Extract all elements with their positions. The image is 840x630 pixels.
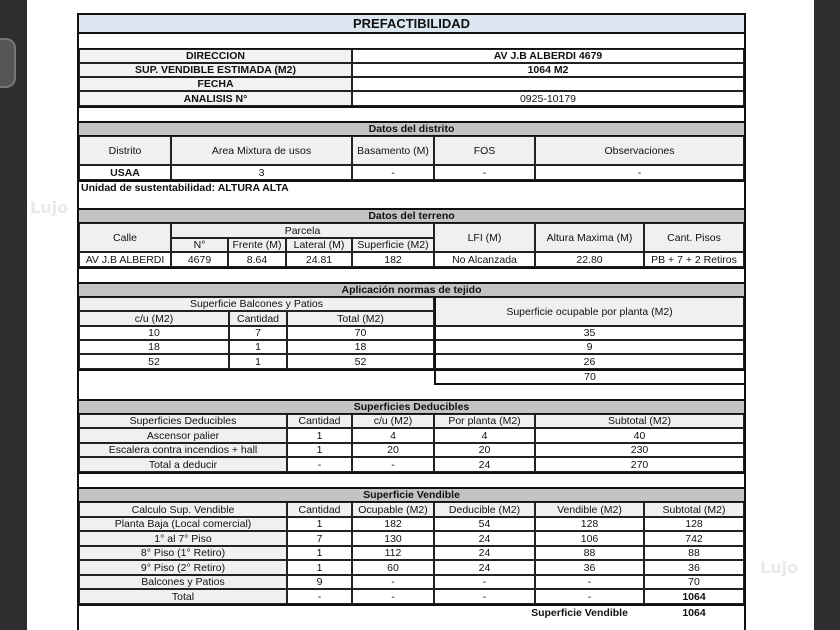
tejido-row-cu: 10 <box>79 326 229 340</box>
sup-vendible-value: 1064 M2 <box>352 63 744 77</box>
parcela-col-lateral: Lateral (M) <box>286 238 352 252</box>
vendible-row-ocupable: 60 <box>352 560 434 575</box>
deducibles-row-subtotal: 230 <box>535 443 744 457</box>
tejido-row-total: 70 <box>287 326 434 340</box>
unidad-sustentabilidad-note: Unidad de sustentabilidad: ALTURA ALTA <box>81 182 289 194</box>
vendible-row-calculo: Total <box>79 589 287 604</box>
sheet-title: PREFACTIBILIDAD <box>79 15 744 34</box>
distrito-col-area: Area Mixtura de usos <box>171 136 352 165</box>
terreno-altura-value: 22.80 <box>535 252 644 267</box>
vendible-row-subtotal: 128 <box>644 517 744 531</box>
vendible-col-cantidad: Cantidad <box>287 502 352 517</box>
vendible-row-calculo: 9° Piso (2° Retiro) <box>79 560 287 575</box>
vendible-row-deducible: 24 <box>434 531 535 546</box>
deducibles-row-cu: 20 <box>352 443 434 457</box>
deducibles-row-concepto: Total a deducir <box>79 457 287 472</box>
vendible-row-vendible: 36 <box>535 560 644 575</box>
deducibles-row-cantidad: 1 <box>287 443 352 457</box>
deducibles-row-por-planta: 24 <box>434 457 535 472</box>
deducibles-col-concepto: Superficies Deducibles <box>79 414 287 428</box>
vendible-row-deducible: 24 <box>434 546 535 560</box>
brand-logo-icon <box>0 38 16 88</box>
vendible-row-ocupable: - <box>352 589 434 604</box>
vendible-row-deducible: 54 <box>434 517 535 531</box>
analisis-value: 0925-10179 <box>352 91 744 106</box>
vendible-row-calculo: 1° al 7° Piso <box>79 531 287 546</box>
deducibles-row-concepto: Ascensor palier <box>79 428 287 443</box>
vendible-row-vendible: - <box>535 575 644 589</box>
vendible-col-deducible: Deducible (M2) <box>434 502 535 517</box>
vendible-row-ocupable: 182 <box>352 517 434 531</box>
vendible-row-ocupable: 112 <box>352 546 434 560</box>
terreno-superficie-value: 182 <box>352 252 434 267</box>
deducibles-row-por-planta: 20 <box>434 443 535 457</box>
watermark-logo-top: Lujo <box>30 198 69 217</box>
deducibles-row-concepto: Escalera contra incendios + hall <box>79 443 287 457</box>
deducibles-col-cantidad: Cantidad <box>287 414 352 428</box>
vendible-row-vendible: - <box>535 589 644 604</box>
vendible-summary-value: 1064 <box>682 607 706 619</box>
vendible-row-cantidad: 1 <box>287 546 352 560</box>
parcela-col-numero: N° <box>171 238 228 252</box>
tejido-row-cu: 18 <box>79 340 229 354</box>
deducibles-row-subtotal: 40 <box>535 428 744 443</box>
vendible-row-cantidad: 1 <box>287 560 352 575</box>
deducibles-row-cantidad: 1 <box>287 428 352 443</box>
vendible-row-vendible: 88 <box>535 546 644 560</box>
tejido-row-cantidad: 1 <box>229 340 287 354</box>
ocupable-header: Superficie ocupable por planta (M2) <box>434 297 744 326</box>
vendible-row-deducible: - <box>434 589 535 604</box>
tejido-row-total: 52 <box>287 354 434 369</box>
terreno-numero-value: 4679 <box>171 252 228 267</box>
vendible-row-subtotal: 88 <box>644 546 744 560</box>
terreno-col-calle: Calle <box>79 223 171 252</box>
deducibles-row-subtotal: 270 <box>535 457 744 472</box>
vendible-row-subtotal: 742 <box>644 531 744 546</box>
vendible-row-calculo: Balcones y Patios <box>79 575 287 589</box>
fecha-value <box>352 77 744 91</box>
balcones-col-cu: c/u (M2) <box>79 311 229 326</box>
deducibles-row-cu: 4 <box>352 428 434 443</box>
vendible-col-calculo: Calculo Sup. Vendible <box>79 502 287 517</box>
parcela-col-superficie: Superficie (M2) <box>352 238 434 252</box>
distrito-col-basamento: Basamento (M) <box>352 136 434 165</box>
parcela-col-frente: Frente (M) <box>228 238 286 252</box>
terreno-col-lfi: LFI (M) <box>434 223 535 252</box>
analisis-label: ANALISIS N° <box>79 91 352 106</box>
fecha-label: FECHA <box>79 77 352 91</box>
observaciones-value: - <box>535 165 744 180</box>
deducibles-row-por-planta: 4 <box>434 428 535 443</box>
vendible-row-calculo: Planta Baja (Local comercial) <box>79 517 287 531</box>
tejido-row-ocupable: 26 <box>434 354 744 369</box>
tejido-row-ocupable: 35 <box>434 326 744 340</box>
section-terreno-title: Datos del terreno <box>79 208 744 223</box>
vendible-col-ocupable: Ocupable (M2) <box>352 502 434 517</box>
terreno-col-pisos: Cant. Pisos <box>644 223 744 252</box>
vendible-row-ocupable: - <box>352 575 434 589</box>
area-mixtura-value: 3 <box>171 165 352 180</box>
distrito-col-fos: FOS <box>434 136 535 165</box>
ocupable-total: 70 <box>434 369 744 385</box>
tejido-row-ocupable: 9 <box>434 340 744 354</box>
fos-value: - <box>434 165 535 180</box>
vendible-col-subtotal: Subtotal (M2) <box>644 502 744 517</box>
vendible-row-subtotal: 70 <box>644 575 744 589</box>
vendible-row-cantidad: 9 <box>287 575 352 589</box>
vendible-row-deducible: - <box>434 575 535 589</box>
direccion-value: AV J.B ALBERDI 4679 <box>352 49 744 63</box>
deducibles-col-por-planta: Por planta (M2) <box>434 414 535 428</box>
balcones-col-total: Total (M2) <box>287 311 434 326</box>
vendible-row-subtotal: 1064 <box>644 589 744 604</box>
terreno-calle-value: AV J.B ALBERDI <box>79 252 171 267</box>
distrito-col-distrito: Distrito <box>79 136 171 165</box>
distrito-col-observaciones: Observaciones <box>535 136 744 165</box>
vendible-row-vendible: 106 <box>535 531 644 546</box>
vendible-row-cantidad: 1 <box>287 517 352 531</box>
deducibles-row-cantidad: - <box>287 457 352 472</box>
direccion-label: DIRECCION <box>79 49 352 63</box>
vendible-row-cantidad: 7 <box>287 531 352 546</box>
balcones-col-cantidad: Cantidad <box>229 311 287 326</box>
tejido-row-cu: 52 <box>79 354 229 369</box>
vendible-col-vendible: Vendible (M2) <box>535 502 644 517</box>
terreno-frente-value: 8.64 <box>228 252 286 267</box>
terreno-pisos-value: PB + 7 + 2 Retiros <box>644 252 744 267</box>
section-distrito-title: Datos del distrito <box>79 121 744 136</box>
distrito-value: USAA <box>79 165 171 180</box>
section-deducibles-title: Superficies Deducibles <box>79 399 744 414</box>
tejido-row-total: 18 <box>287 340 434 354</box>
terreno-col-parcela: Parcela <box>171 223 434 238</box>
vendible-row-ocupable: 130 <box>352 531 434 546</box>
section-tejido-title: Aplicación normas de tejido <box>79 282 744 297</box>
vendible-row-vendible: 128 <box>535 517 644 531</box>
deducibles-col-cu: c/u (M2) <box>352 414 434 428</box>
deducibles-col-subtotal: Subtotal (M2) <box>535 414 744 428</box>
vendible-row-cantidad: - <box>287 589 352 604</box>
terreno-col-altura: Altura Maxima (M) <box>535 223 644 252</box>
vendible-row-deducible: 24 <box>434 560 535 575</box>
prefactibilidad-sheet <box>77 13 746 630</box>
sup-vendible-label: SUP. VENDIBLE ESTIMADA (M2) <box>79 63 352 77</box>
tejido-row-cantidad: 1 <box>229 354 287 369</box>
vendible-summary-label: Superficie Vendible <box>531 607 628 619</box>
section-vendible-title: Superficie Vendible <box>79 487 744 502</box>
vendible-row-calculo: 8° Piso (1° Retiro) <box>79 546 287 560</box>
deducibles-row-cu: - <box>352 457 434 472</box>
tejido-row-cantidad: 7 <box>229 326 287 340</box>
terreno-lfi-value: No Alcanzada <box>434 252 535 267</box>
basamento-value: - <box>352 165 434 180</box>
watermark-logo-bottom: Lujo <box>760 558 799 577</box>
balcones-header: Superficie Balcones y Patios <box>79 297 434 311</box>
vendible-row-subtotal: 36 <box>644 560 744 575</box>
terreno-lateral-value: 24.81 <box>286 252 352 267</box>
